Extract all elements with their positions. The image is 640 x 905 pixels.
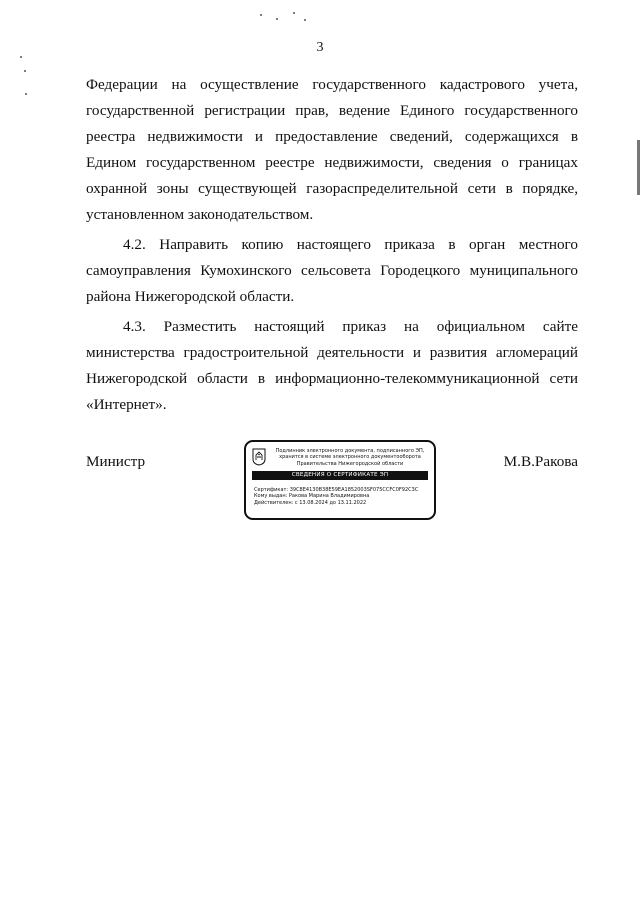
scan-speck: [20, 56, 22, 58]
page-number: 3: [316, 40, 324, 55]
stamp-header-line: Подлинник электронного документа, подписанного ЭП,: [275, 448, 425, 454]
issued-to-label: Кому выдан:: [254, 493, 288, 500]
validity-value: с 13.08.2024 до 13.11.2022: [294, 499, 367, 506]
paragraph-4-2: 4.2. Направить копию настоящего приказа в орган местного самоуправления Кумохинского сельсовета Городецкого муниципального района Нижегородской области.: [86, 236, 578, 305]
document-body: [86, 72, 578, 422]
scan-speck: [260, 14, 262, 16]
scan-speck: [304, 19, 306, 21]
certificate-label: Сертификат:: [254, 487, 289, 493]
stamp-header-line: Правительства Нижегородской области: [296, 460, 404, 467]
stamp-header: [270, 448, 430, 467]
stamp-banner: СВЕДЕНИЯ О СЕРТИФИКАТЕ ЭП: [252, 471, 428, 480]
issued-to-value: Ракова Марина Владимировна: [288, 493, 370, 500]
scan-speck: [25, 93, 27, 95]
validity-row: [254, 500, 430, 506]
scan-speck: [24, 70, 26, 72]
signer-position: Министр: [86, 453, 146, 470]
stamp-header-line: хранится в системе электронного документооборота: [279, 454, 421, 461]
scan-speck: [276, 18, 278, 20]
electronic-signature-stamp: [244, 440, 436, 520]
paragraph-4-3: 4.3. Разместить настоящий приказ на официальном сайте министерства градостроительной деятельности и развития агломераций Нижегородской области в информационно-телекоммуникационной сети «Интернет».: [86, 318, 578, 413]
certificate-value: 39C8E4130B38E59EA1852003SF075CCFC0F92C3C: [289, 487, 419, 493]
validity-label: Действителен:: [254, 499, 294, 506]
coat-of-arms-icon: [252, 448, 266, 466]
paragraph-continuation: Федерации на осуществление государственного кадастрового учета, государственной регистрации прав, ведение Единого государственного реестра недвижимости и предоставление сведений, содержащихся в Едином государственном реестре недвижимости, сведения о границах охранной зоны существующей газораспределительной сети в порядке, установленном законодательством.: [86, 76, 578, 223]
scan-speck: [293, 12, 295, 14]
signer-name: М.В.Ракова: [503, 453, 578, 470]
stamp-details: [254, 487, 430, 506]
